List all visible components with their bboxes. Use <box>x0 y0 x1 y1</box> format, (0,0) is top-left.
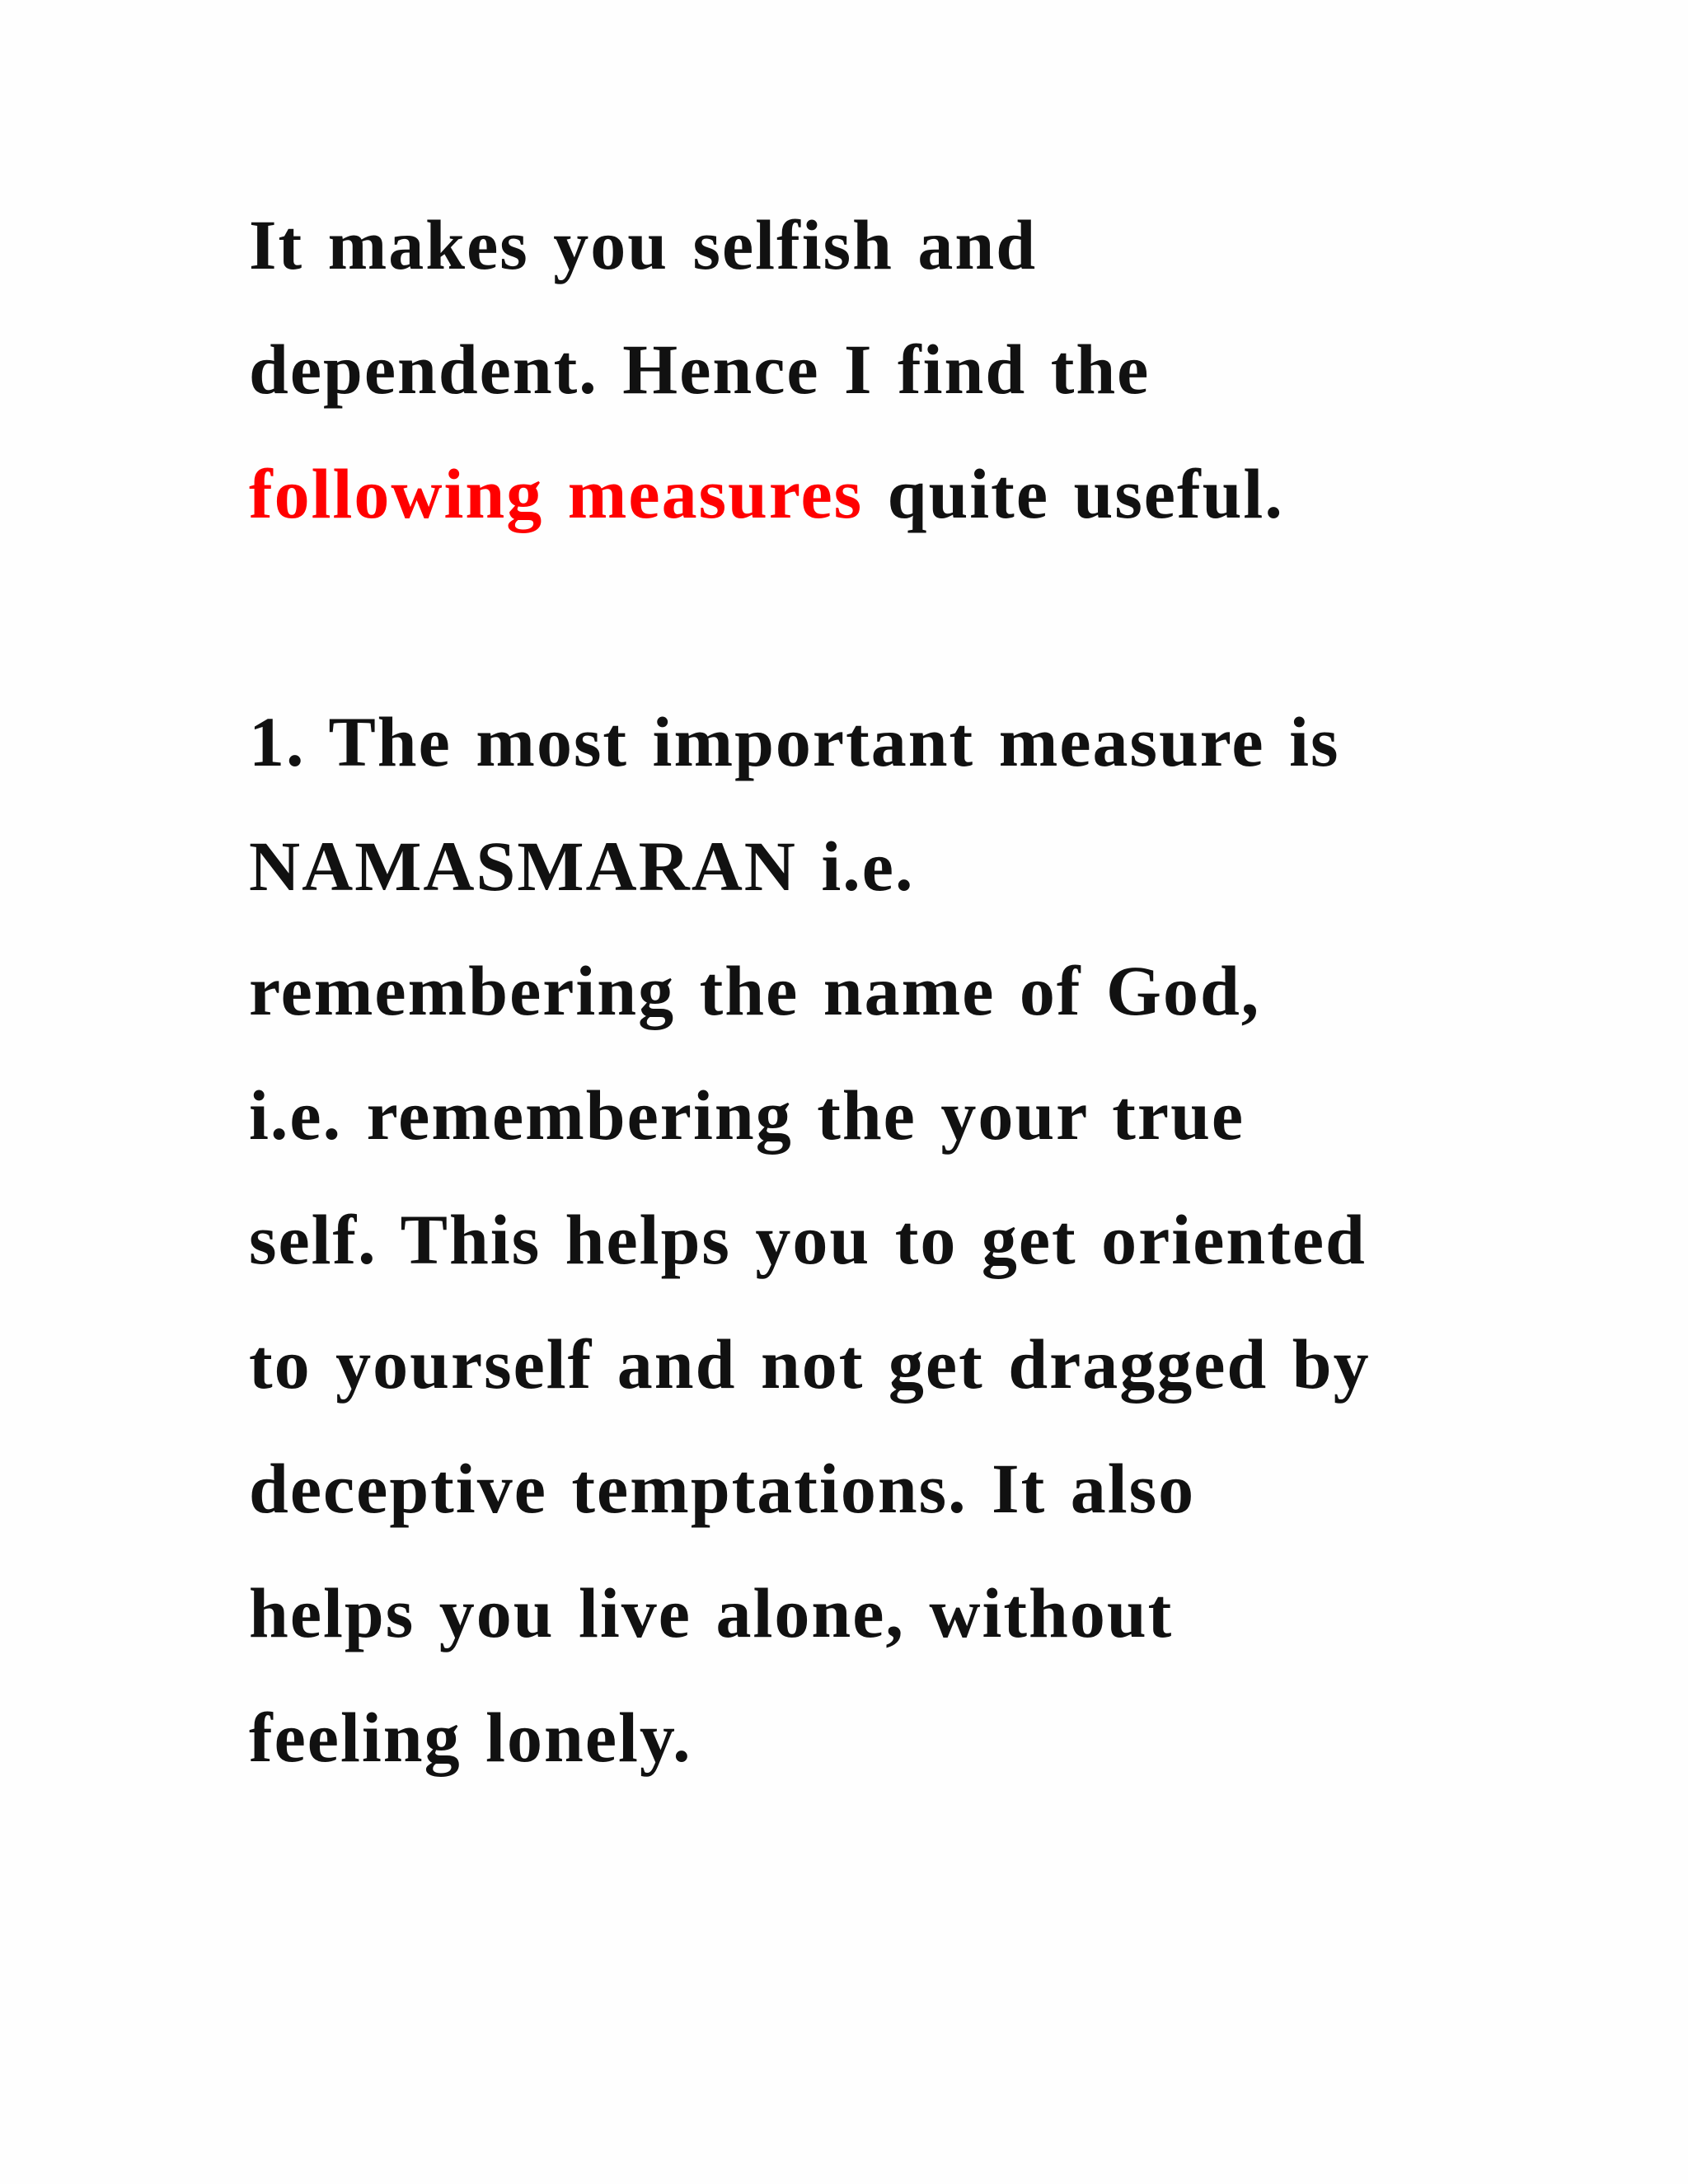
intro-line: dependent. Hence I find the <box>249 330 1151 409</box>
measure-line: NAMASMARAN i.e. <box>249 827 915 906</box>
intro-paragraph <box>249 183 1485 556</box>
measure-line: to yourself and not get dragged by <box>249 1324 1371 1404</box>
measure-line: 1. The most important measure is <box>249 702 1340 781</box>
measure-line: i.e. remembering the your true <box>249 1076 1245 1155</box>
highlighted-phrase: following measures <box>249 454 864 533</box>
measure-line: helps you live alone, without <box>249 1573 1174 1652</box>
measure-1-paragraph <box>249 680 1485 1800</box>
measure-line: self. This helps you to get oriented <box>249 1200 1367 1279</box>
measure-line: feeling lonely. <box>249 1698 692 1777</box>
intro-line-rest: quite useful. <box>863 454 1284 533</box>
intro-line: It makes you selfish and <box>249 205 1038 284</box>
measure-line: deceptive temptations. It also <box>249 1449 1196 1528</box>
intro-line <box>249 432 1485 556</box>
measure-line: remembering the name of God, <box>249 951 1261 1030</box>
